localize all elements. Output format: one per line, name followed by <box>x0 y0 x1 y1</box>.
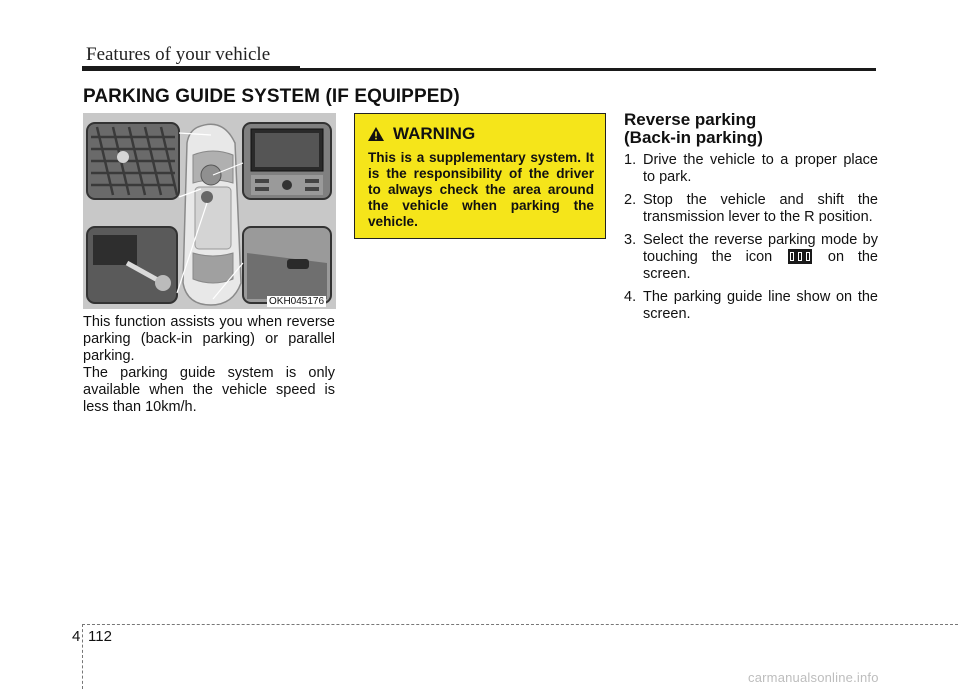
reverse-parking-mode-icon <box>788 249 812 264</box>
step-text: Stop the vehicle and shift the transmission lever to the R position. <box>643 192 878 225</box>
step-item <box>624 152 878 186</box>
step-item <box>624 232 878 283</box>
vehicle-figure <box>83 113 336 309</box>
step-number: 3. <box>624 232 637 248</box>
watermark: carmanualsonline.info <box>748 670 879 685</box>
step-item <box>624 289 878 323</box>
warning-box <box>354 113 606 239</box>
vehicle-illustration <box>83 113 336 309</box>
step-number: 4. <box>624 289 637 305</box>
step-item <box>624 192 878 226</box>
shift-lever-panel <box>87 227 177 303</box>
step-text-after: on the screen. <box>643 249 878 282</box>
reverse-parking-heading <box>624 111 763 147</box>
step-text: The parking guide line show on the screen. <box>643 289 878 322</box>
intro-paragraph-2: The parking guide system is only available when the vehicle speed is less than 10km/h. <box>83 365 335 415</box>
step-text: Drive the vehicle to a proper place to park. <box>643 152 878 185</box>
figure-code: OKH045176 <box>269 296 325 307</box>
reverse-parking-steps <box>624 152 878 329</box>
header-title: Features of your vehicle <box>86 44 271 65</box>
front-grille-panel <box>87 123 179 199</box>
warning-title: WARNING <box>393 124 476 143</box>
warning-header <box>367 124 475 144</box>
step-number: 1. <box>624 152 637 168</box>
navigation-display-panel <box>243 123 331 199</box>
rear-camera-panel <box>243 227 331 303</box>
header-rule <box>82 68 876 71</box>
footer-divider <box>82 624 83 689</box>
section-title: PARKING GUIDE SYSTEM (IF EQUIPPED) <box>83 86 460 107</box>
page-number: 112 <box>88 628 112 645</box>
reverse-heading-line-1: Reverse parking <box>624 110 757 129</box>
footer-rule <box>82 624 958 625</box>
step-number: 2. <box>624 192 637 208</box>
reverse-heading-line-2: (Back-in parking) <box>624 128 763 147</box>
warning-triangle-icon <box>367 126 385 142</box>
warning-text: This is a supplementary system. It is the responsibility of the driver to always check the area around the vehicle when parking the vehicle. <box>368 150 594 229</box>
step-text-before: Select the reverse parking mode by touching the icon <box>643 232 878 265</box>
car-top-view <box>183 124 241 305</box>
chapter-number: 4 <box>72 628 81 645</box>
intro-paragraph-1: This function assists you when reverse parking (back-in parking) or parallel parking. <box>83 314 335 364</box>
